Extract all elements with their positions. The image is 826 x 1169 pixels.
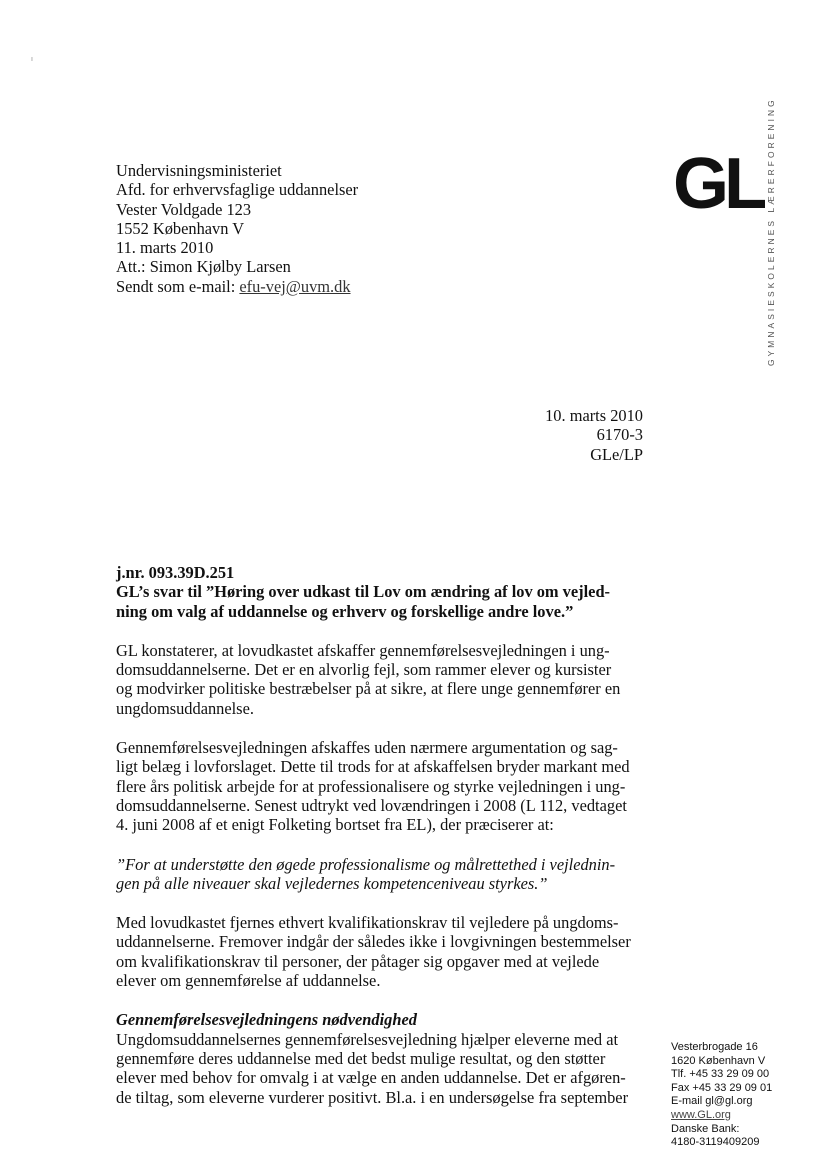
- paragraph-line: Ungdomsuddannelsernes gennemførelsesvejledning hjælper eleverne med at: [116, 1029, 619, 1049]
- quote-line: gen på alle niveauer skal vejledernes kompetenceniveau styrkes.”: [116, 873, 548, 893]
- footer-bank-label: Danske Bank:: [671, 1122, 740, 1135]
- paragraph-line: domsuddannelserne. Det er en alvorlig fejl, som rammer elever og kursister: [116, 660, 612, 680]
- letter-subject-line: ning om valg af uddannelse og erhverv og forskellige andre love.”: [116, 601, 574, 621]
- paragraph-line: Med lovudkastet fjernes ethvert kvalifikationskrav til vejledere på ungdoms-: [116, 913, 619, 933]
- paragraph-line: 4. juni 2008 af et enigt Folketing bortset fra EL), der præciserer at:: [116, 815, 554, 835]
- recipient-date: 11. marts 2010: [116, 238, 214, 258]
- recipient-line: Undervisningsministeriet: [116, 161, 282, 180]
- gl-logo-text: GL: [673, 148, 763, 214]
- footer-email: E-mail gl@gl.org: [671, 1095, 753, 1108]
- footer-city: 1620 København V: [671, 1054, 766, 1067]
- case-number: 6170-3: [596, 425, 643, 445]
- footer-website-link[interactable]: www.GL.org: [671, 1108, 731, 1121]
- paragraph-line: ligt belæg i lovforslaget. Dette til trods for at afskaffelsen bryder markant med: [116, 757, 630, 777]
- paragraph-line: og modvirker politiske bestræbelser på at sikre, at flere unge gennemfører en: [116, 679, 621, 699]
- paragraph-line: GL konstaterer, at lovudkastet afskaffer gennemførelsesvejledningen i ung-: [116, 640, 610, 660]
- footer-bank-account: 4180-3119409209: [671, 1136, 760, 1149]
- recipient-address-block: [116, 161, 358, 296]
- paragraph: [116, 913, 646, 990]
- footer-address: Vesterbrogade 16: [671, 1041, 758, 1053]
- paragraph: [116, 1030, 646, 1107]
- quote-paragraph: [116, 855, 646, 894]
- paragraph-line: domsuddannelserne. Senest udtrykt ved lovændringen i 2008 (L 112, vedtaget: [116, 795, 627, 815]
- paragraph-line: uddannelserne. Fremover indgår der således ikke i lovgivningen bestemmelser: [116, 932, 631, 952]
- paragraph-line: elever med behov for omvalg i at vælge en anden uddannelse. Det er afgøren-: [116, 1068, 626, 1088]
- paragraph-line: Gennemførelsesvejledningen afskaffes uden nærmere argumentation og sag-: [116, 738, 618, 758]
- recipient-line: Afd. for erhvervsfaglige uddannelser: [116, 180, 359, 200]
- paragraph-line: ungdomsuddannelse.: [116, 698, 254, 718]
- scan-speck: ı: [31, 56, 33, 63]
- letter-date: 10. marts 2010: [545, 406, 643, 425]
- paragraph: [116, 641, 646, 718]
- paragraph-line: flere års politisk arbejde for at professionalisere og styrke vejledningen i ung-: [116, 776, 626, 796]
- paragraph: [116, 738, 646, 834]
- footer-fax: Fax +45 33 29 09 01: [671, 1081, 773, 1094]
- letter-body: [116, 563, 646, 1107]
- letterhead-footer: [671, 1041, 772, 1150]
- letter-subject-line: GL’s svar til ”Høring over udkast til Lov om ændring af lov om vejled-: [116, 582, 611, 602]
- recipient-line: Vester Voldgade 123: [116, 199, 252, 219]
- paragraph-line: om kvalifikationskrav til personer, der påtager sig opgaver med at vejlede: [116, 951, 600, 971]
- paragraph-line: elever om gennemførelse af uddannelse.: [116, 971, 381, 991]
- gl-logo: [673, 148, 765, 214]
- quote-line: ”For at understøtte den øgede professionalisme og målrettethed i vejlednin-: [116, 854, 616, 874]
- letter-heading: [116, 563, 646, 621]
- section-subheading: Gennemførelsesvejledningens nødvendighed: [116, 1010, 417, 1030]
- recipient-email-link[interactable]: efu-vej@uvm.dk: [239, 276, 351, 296]
- recipient-attention: Att.: Simon Kjølby Larsen: [116, 257, 291, 277]
- gl-vertical-tagline: GYMNASIESKOLERNES LÆRERFORENING: [766, 97, 776, 366]
- footer-phone: Tlf. +45 33 29 09 00: [671, 1068, 770, 1081]
- journal-number: j.nr. 093.39D.251: [116, 563, 235, 582]
- recipient-line: 1552 København V: [116, 218, 245, 238]
- email-prefix-label: Sendt som e-mail:: [116, 276, 240, 296]
- author-initials: GLe/LP: [590, 444, 643, 464]
- paragraph-line: de tiltag, som eleverne vurderer positivt. Bl.a. i en undersøgelse fra september: [116, 1087, 629, 1107]
- letter-meta-block: [545, 406, 643, 464]
- paragraph-line: gennemføre deres uddannelse med det bedst mulige resultat, og den støtter: [116, 1048, 606, 1068]
- sent-by-email-line: [116, 277, 358, 296]
